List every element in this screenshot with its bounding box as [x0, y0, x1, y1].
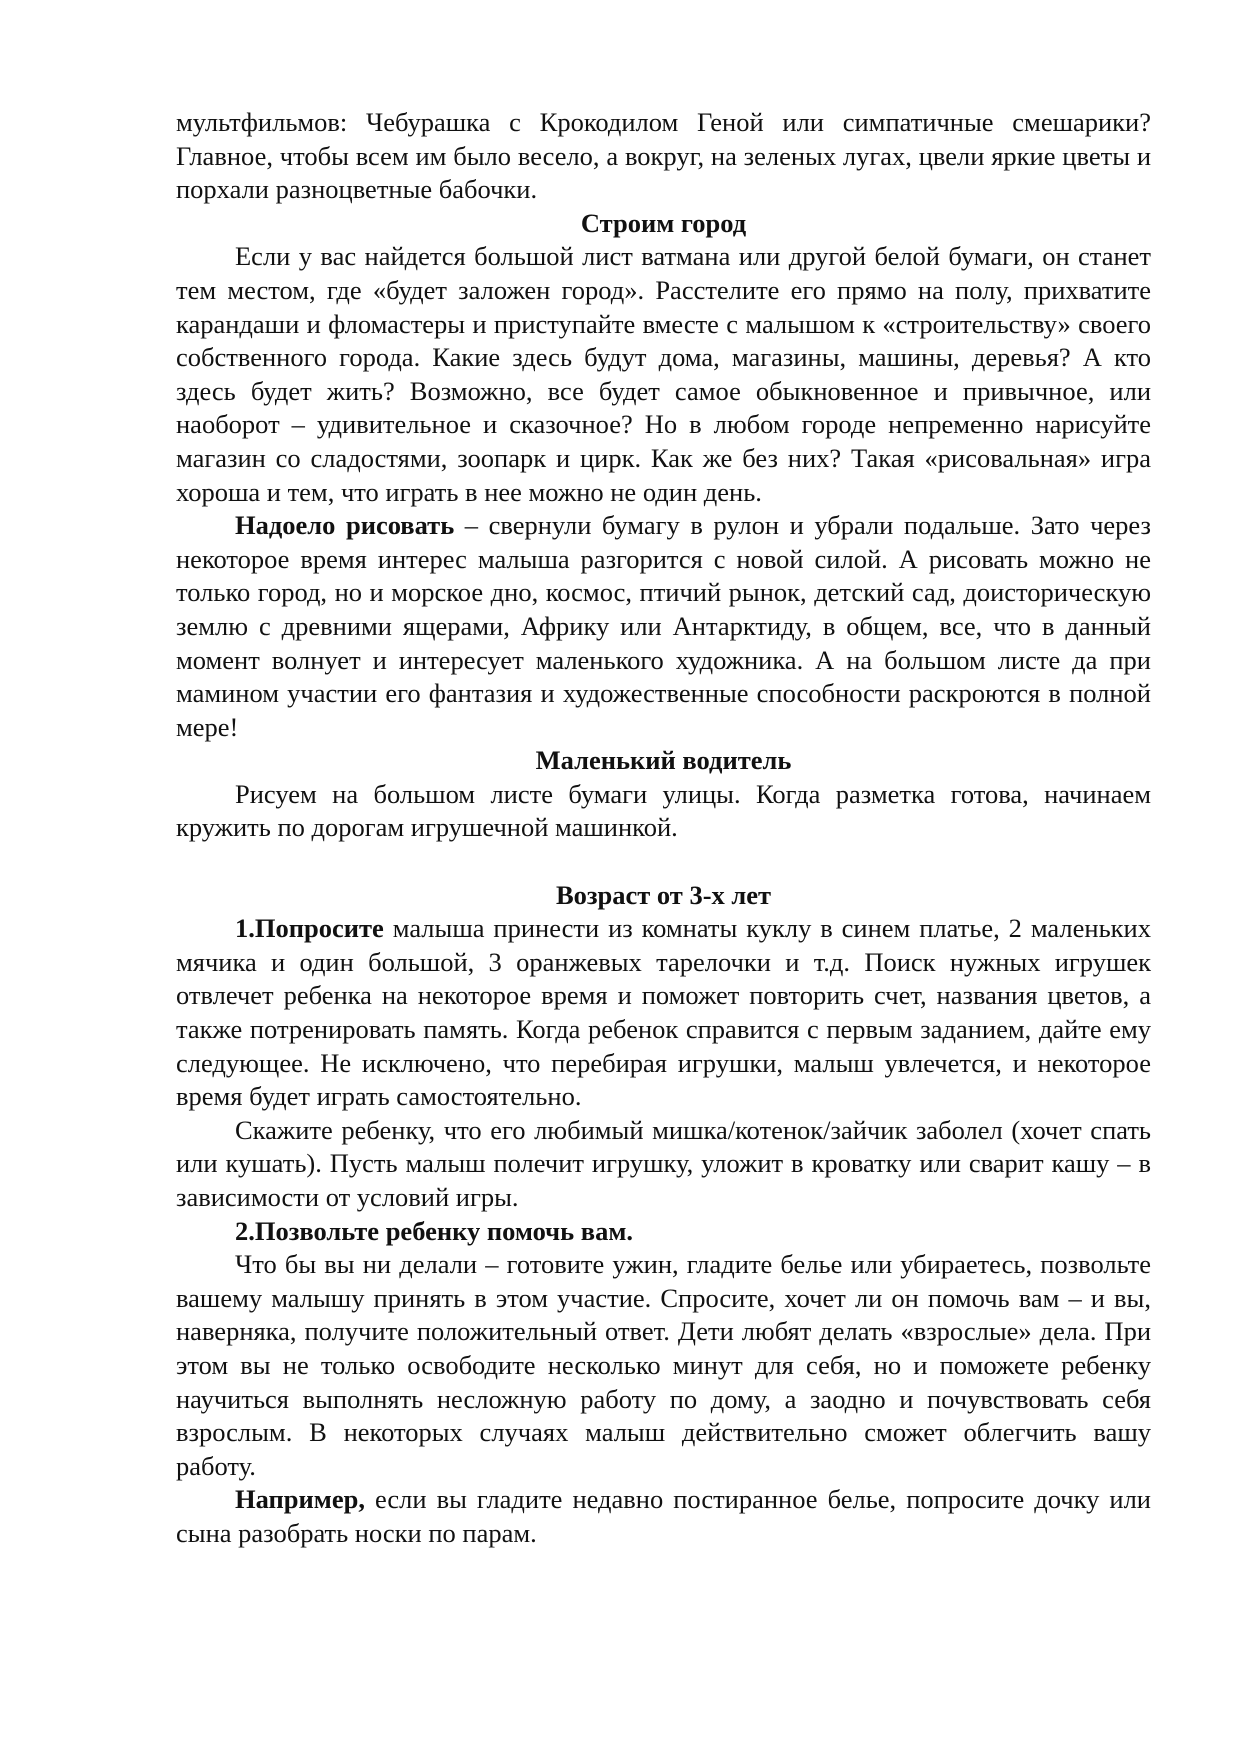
example-text: если вы гладите недавно постиранное белье, попросите дочку или сына разобрать носки по парам.	[176, 1484, 1151, 1548]
help-heading-line	[176, 1215, 1151, 1249]
help-bold-lead: 2.Позвольте ребенку помочь вам.	[235, 1215, 633, 1246]
driver-paragraph: Рисуем на большом листе бумаги улицы. Когда разметка готова, начинаем кружить по дорогам игрушечной машинкой.	[176, 778, 1151, 843]
sick-toy-paragraph: Скажите ребенку, что его любимый мишка/котенок/зайчик заболел (хочет спать или кушать). Пусть малыш полечит игрушку, уложит в кроватку или сварит кашу – в зависимости от условий игры.	[176, 1114, 1151, 1212]
help-paragraph: Что бы вы ни делали – готовите ужин, гладите белье или убираетесь, позвольте вашему малышу принять в этом участие. Спросите, хочет ли он помочь вам – и вы, наверняка, получите положительный ответ. Дети любят делать «взрослые» дела. При этом вы не только освободите несколько минут для себя, но и поможете ребенку научиться выполнять несложную работу по дому, а заодно и почувствовать себя взрослым. В некоторых случаях малыш действительно сможет облегчить вашу работу.	[176, 1249, 1151, 1481]
tired-paragraph	[176, 509, 1151, 744]
ask-bold-lead: 1.Попросите	[235, 913, 384, 944]
tired-bold-lead: Надоело рисовать	[235, 510, 455, 541]
intro-paragraph: мультфильмов: Чебурашка с Крокодилом Геной или симпатичные смешарики? Главное, чтобы всем им было весело, а вокруг, на зеленых лугах, цвели яркие цветы и порхали разноцветные бабочки.	[176, 107, 1151, 205]
example-bold-lead: Например,	[235, 1484, 365, 1515]
ask-text: малыша принести из комнаты куклу в синем платье, 2 маленьких мячика и один большой, 3 оранжевых тарелочки и т.д. Поиск нужных игрушек отвлечет ребенка на некоторое время и поможет повторить счет, названия цветов, а также потренировать память. Когда ребенок справится с первым заданием, дайте ему следующее. Не исключено, что перебирая игрушки, малыш увлечется, и некоторое время будет играть самостоятельно.	[176, 913, 1151, 1112]
document-page	[176, 106, 1151, 1551]
heading-build-city: Строим город	[580, 207, 747, 238]
example-paragraph	[176, 1483, 1151, 1550]
heading-age-3: Возраст от 3-х лет	[555, 879, 772, 910]
blank-line	[176, 845, 1151, 879]
ask-paragraph	[176, 912, 1151, 1114]
heading-little-driver: Маленький водитель	[535, 745, 792, 776]
tired-text: – свернули бумагу в рулон и убрали подальше. Зато через некоторое время интерес малыша разгорится с новой силой. А рисовать можно не только город, но и морское дно, космос, птичий рынок, детский сад, доисторическую землю с древними ящерами, Африку или Антарктиду, в общем, все, что в данный момент волнует и интересует маленького художника. А на большом листе да при мамином участии его фантазия и художественные способности раскроются в полной мере!	[176, 510, 1151, 742]
city-paragraph: Если у вас найдется большой лист ватмана или другой белой бумаги, он станет тем местом, где «будет заложен город». Расстелите его прямо на полу, прихватите карандаши и фломастеры и приступайте вместе с малышом к «строительству» своего собственного города. Какие здесь будут дома, магазины, машины, деревья? А кто здесь будет жить? Возможно, все будет самое обыкновенное и привычное, или наоборот – удивительное и сказочное? Но в любом городе непременно нарисуйте магазин со сладостями, зоопарк и цирк. Как же без них? Такая «рисовальная» игра хороша и тем, что играть в нее можно не один день.	[176, 241, 1151, 507]
